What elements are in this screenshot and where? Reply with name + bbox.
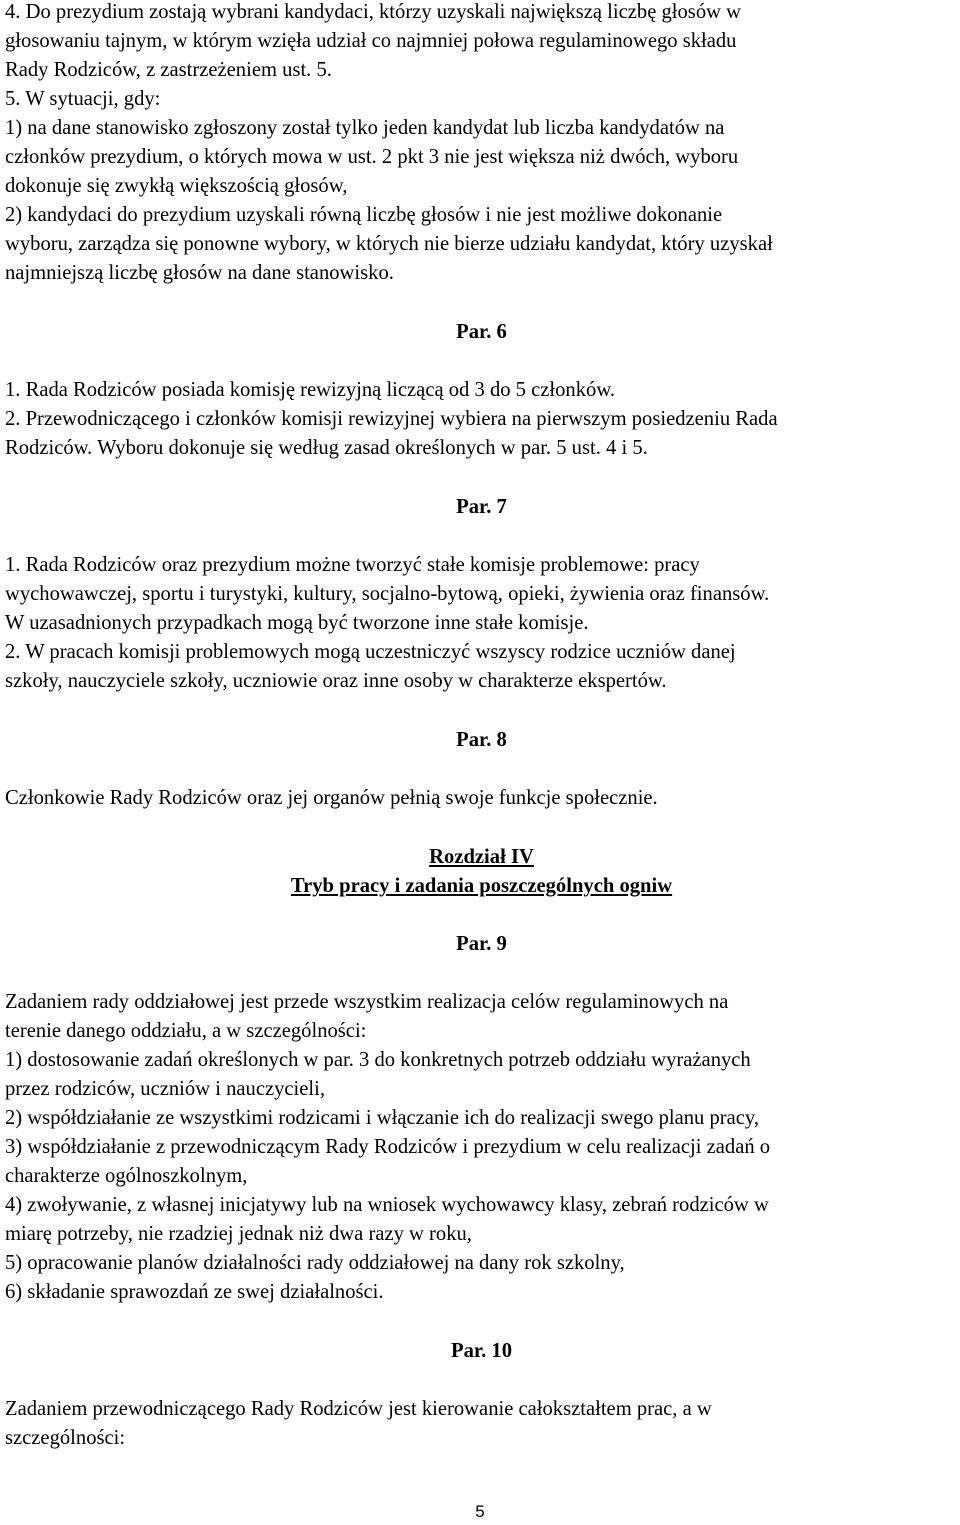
text-line: szczególności: (5, 1427, 126, 1449)
text-line: szkoły, nauczyciele szkoły, uczniowie oraz inne osoby w charakterze ekspertów. (5, 670, 667, 692)
text-line: 5) opracowanie planów działalności rady oddziałowej na dany rok szkolny, (5, 1252, 625, 1274)
section-heading-par-9: Par. 9 (456, 933, 507, 955)
page-number: 5 (475, 1502, 485, 1521)
section-heading-par-8: Par. 8 (456, 729, 507, 751)
text-line: członków prezydium, o których mowa w ust. 2 pkt 3 nie jest większa niż dwóch, wyboru (5, 146, 739, 168)
text-line: 1. Rada Rodziców oraz prezydium możne tworzyć stałe komisje problemowe: pracy (5, 554, 700, 576)
text-line: Rady Rodziców, z zastrzeżeniem ust. 5. (5, 59, 332, 81)
text-line: Członkowie Rady Rodziców oraz jej organów pełnią swoje funkcje społecznie. (5, 787, 658, 809)
chapter-title: Tryb pracy i zadania poszczególnych ogniw (290, 875, 673, 897)
section-heading-par-6: Par. 6 (456, 321, 507, 343)
section-heading-par-7: Par. 7 (456, 496, 507, 518)
text-line: Rodziców. Wyboru dokonuje się według zasad określonych w par. 5 ust. 4 i 5. (5, 437, 648, 459)
text-line: wychowawczej, sportu i turystyki, kultury, socjalno-bytową, opieki, żywienia oraz finansów. (5, 583, 770, 605)
text-line: Zadaniem przewodniczącego Rady Rodziców jest kierowanie całokształtem prac, a w (5, 1398, 712, 1420)
text-line: 5. W sytuacji, gdy: (5, 88, 161, 110)
text-line: 4. Do prezydium zostają wybrani kandydaci, którzy uzyskali największą liczbę głosów w (5, 1, 742, 23)
text-line: 2. W pracach komisji problemowych mogą uczestniczyć wszyscy rodzice uczniów danej (5, 641, 736, 663)
text-line: wyboru, zarządza się ponowne wybory, w których nie bierze udziału kandydat, który uzyskał (5, 233, 773, 255)
text-line: dokonuje się zwykłą większością głosów, (5, 175, 348, 197)
text-line: Zadaniem rady oddziałowej jest przede wszystkim realizacja celów regulaminowych na (5, 991, 729, 1013)
text-line: terenie danego oddziału, a w szczególności: (5, 1020, 367, 1042)
text-line: 3) współdziałanie z przewodniczącym Rady Rodziców i prezydium w celu realizacji zadań o (5, 1136, 771, 1158)
text-line: 4) zwoływanie, z własnej inicjatywy lub na wniosek wychowawcy klasy, zebrań rodziców w (5, 1194, 769, 1216)
text-line: charakterze ogólnoszkolnym, (5, 1165, 248, 1187)
text-line: 2) kandydaci do prezydium uzyskali równą liczbę głosów i nie jest możliwe dokonanie (5, 204, 723, 226)
text-line: najmniejszą liczbę głosów na dane stanowisko. (5, 262, 394, 284)
text-line: 1) na dane stanowisko zgłoszony został tylko jeden kandydat lub liczba kandydatów na (5, 117, 725, 139)
text-line: 2. Przewodniczącego i członków komisji rewizyjnej wybiera na pierwszym posiedzeniu Rada (5, 408, 778, 430)
text-line: przez rodziców, uczniów i nauczycieli, (5, 1078, 325, 1100)
text-line: 1. Rada Rodziców posiada komisję rewizyjną liczącą od 3 do 5 członków. (5, 379, 615, 401)
text-line: głosowaniu tajnym, w którym wzięła udział co najmniej połowa regulaminowego składu (5, 30, 737, 52)
text-line: 2) współdziałanie ze wszystkimi rodzicami i włączanie ich do realizacji swego planu pracy, (5, 1107, 760, 1129)
text-line: W uzasadnionych przypadkach mogą być tworzone inne stałe komisje. (5, 612, 589, 634)
section-heading-par-10: Par. 10 (450, 1340, 513, 1362)
text-line: miarę potrzeby, nie rzadziej jednak niż dwa razy w roku, (5, 1223, 472, 1245)
text-line: 1) dostosowanie zadań określonych w par. 3 do konkretnych potrzeb oddziału wyrażanych (5, 1049, 751, 1071)
text-line: 6) składanie sprawozdań ze swej działalności. (5, 1281, 384, 1303)
chapter-heading: Rozdział IV (429, 846, 534, 868)
